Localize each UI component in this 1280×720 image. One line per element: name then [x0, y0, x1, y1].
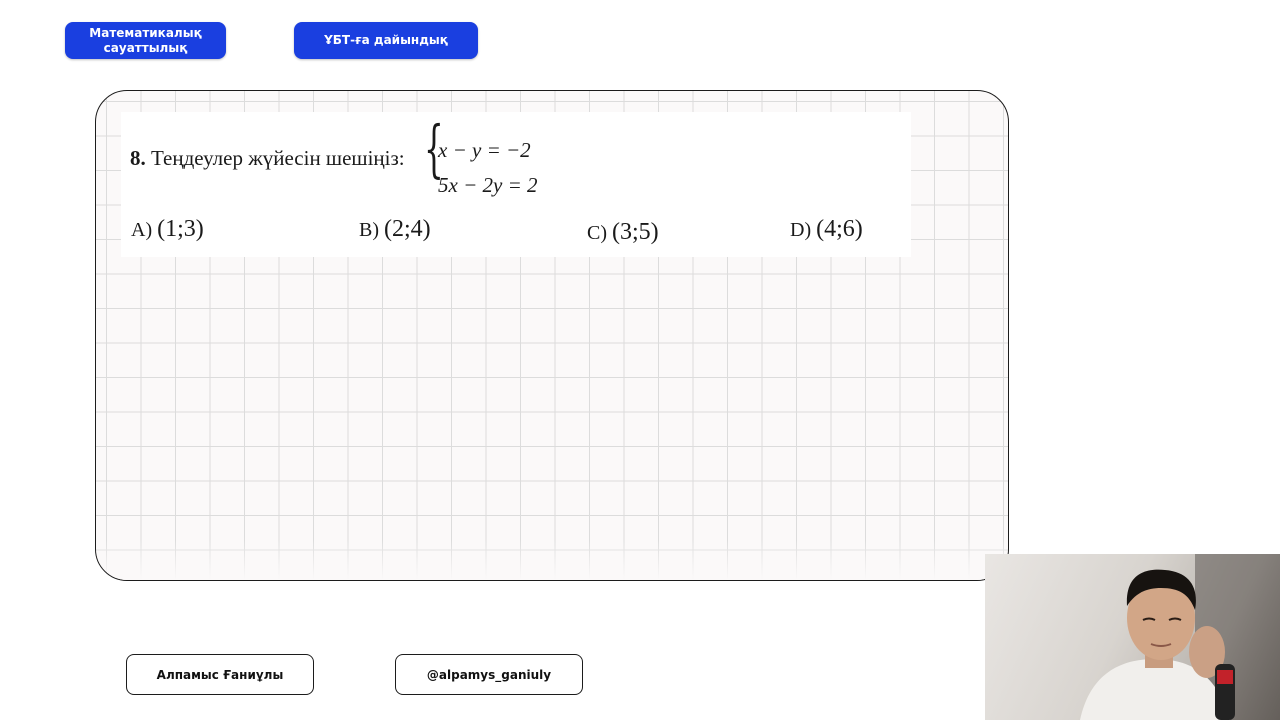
answer-option-a[interactable]	[131, 216, 204, 243]
answer-value: (2;4)	[384, 216, 431, 242]
answer-letter: D)	[790, 219, 812, 241]
system-brace-icon: {	[424, 112, 444, 185]
equation-system	[424, 112, 574, 197]
board-fade	[96, 540, 1008, 580]
answer-letter: A)	[131, 219, 153, 241]
webcam-overlay	[985, 554, 1280, 720]
answer-value: (3;5)	[612, 219, 659, 245]
answer-value: (4;6)	[816, 216, 863, 242]
answer-letter: B)	[359, 219, 379, 241]
equation-2: 5x − 2y = 2	[438, 173, 538, 197]
author-name-badge	[126, 654, 314, 695]
author-name: Алпамыс Ғаниұлы	[156, 667, 284, 682]
tab-math-literacy-label: Математикалық сауаттылық	[89, 25, 202, 55]
author-handle: @alpamys_ganiuly	[426, 667, 552, 682]
answer-option-b[interactable]	[359, 216, 431, 243]
tab-math-literacy[interactable]	[65, 22, 226, 59]
equation-1: x − y = −2	[438, 138, 531, 162]
answer-option-d[interactable]	[790, 216, 863, 243]
answer-option-c[interactable]	[587, 219, 659, 246]
tab-exam-preparation[interactable]	[294, 22, 478, 59]
question-card	[121, 112, 911, 257]
presenter-video-icon	[985, 554, 1280, 720]
question-prompt-line	[130, 146, 405, 171]
question-number: 8.	[130, 146, 146, 170]
question-prompt: Теңдеулер жүйесін шешіңіз:	[151, 146, 405, 170]
tab-exam-preparation-label: ҰБТ-ға дайындық	[324, 33, 448, 47]
answer-letter: C)	[587, 222, 607, 244]
answer-value: (1;3)	[157, 216, 204, 242]
author-handle-badge[interactable]	[395, 654, 583, 695]
